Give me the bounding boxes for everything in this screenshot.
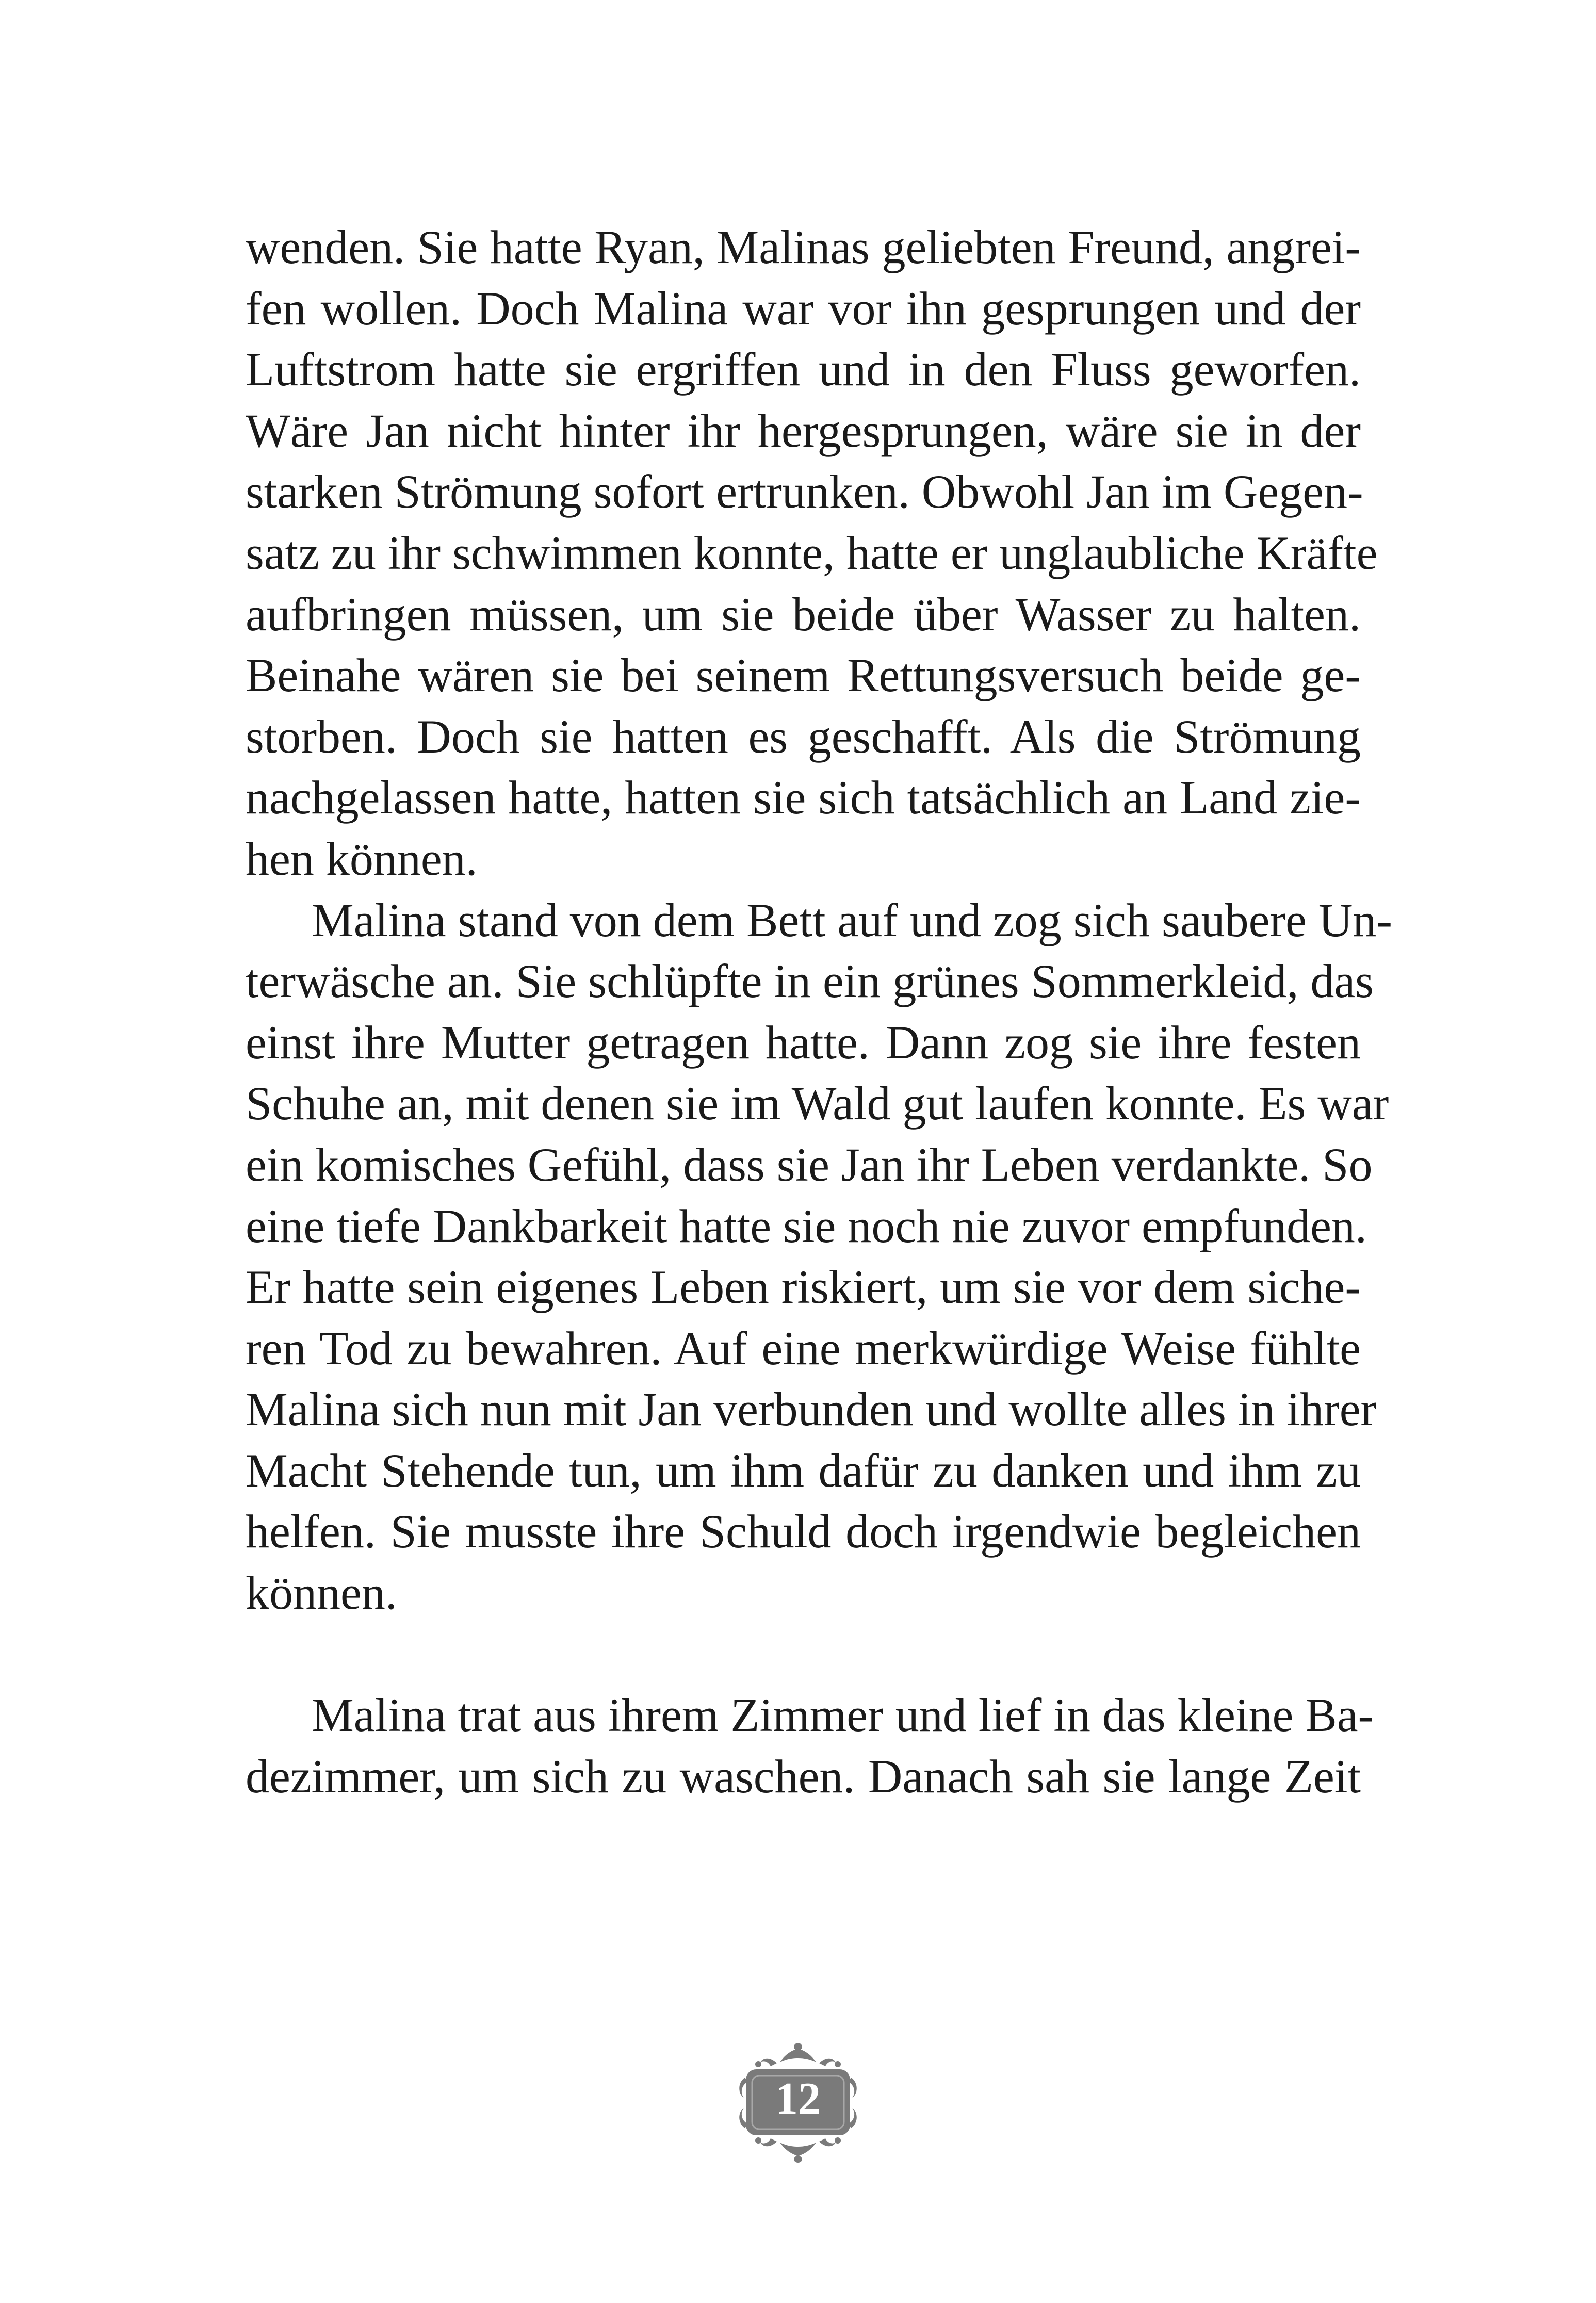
text-line: Schuhe an, mit denen sie im Wald gut laufen konnte. Es war bbox=[246, 1077, 1389, 1130]
text-line: ren Tod zu bewahren. Auf eine merkwürdige Weise fühlte bbox=[246, 1321, 1361, 1375]
text-line: aufbringen müssen, um sie beide über Wasser zu halten. bbox=[246, 587, 1361, 641]
text-line bbox=[246, 1624, 1361, 1685]
paragraph-2 bbox=[246, 890, 1393, 1685]
paragraph-1 bbox=[246, 217, 1378, 890]
text-line: Beinahe wären sie bei seinem Rettungsversuch beide ge- bbox=[246, 649, 1361, 702]
text-line: terwäsche an. Sie schlüpfte in ein grünes Sommerkleid, das bbox=[246, 955, 1374, 1008]
text-line: helfen. Sie musste ihre Schuld doch irgendwie begleichen bbox=[246, 1505, 1361, 1558]
text-line: ein komisches Gefühl, dass sie Jan ihr Leben verdankte. So bbox=[246, 1138, 1373, 1191]
text-line: hen können. bbox=[246, 832, 478, 885]
text-line: Malina sich nun mit Jan verbunden und wollte alles in ihrer bbox=[246, 1383, 1377, 1436]
page-number: 12 bbox=[775, 2074, 821, 2124]
text-line: eine tiefe Dankbarkeit hatte sie noch nie zuvor empfunden. bbox=[246, 1199, 1367, 1252]
text-line: starken Strömung sofort ertrunken. Obwohl Jan im Gegen- bbox=[246, 465, 1363, 518]
text-line: dezimmer, um sich zu waschen. Danach sah sie lange Zeit bbox=[246, 1750, 1361, 1803]
text-line: Malina stand von dem Bett auf und zog sich saubere Un- bbox=[312, 893, 1393, 946]
text-line: storben. Doch sie hatten es geschafft. Als die Strömung bbox=[246, 710, 1361, 763]
text-line: Wäre Jan nicht hinter ihr hergesprungen, wäre sie in der bbox=[246, 404, 1361, 457]
text-line: wenden. Sie hatte Ryan, Malinas geliebten Freund, angrei- bbox=[246, 221, 1361, 273]
text-line: Er hatte sein eigenes Leben riskiert, um sie vor dem siche- bbox=[246, 1261, 1361, 1314]
page-number-ornament bbox=[735, 2041, 861, 2163]
text-line: Malina trat aus ihrem Zimmer und lief in das kleine Ba- bbox=[312, 1689, 1374, 1742]
text-line: nachgelassen hatte, hatten sie sich tatsächlich an Land zie- bbox=[246, 771, 1361, 824]
body-text bbox=[246, 217, 1393, 1807]
text-line: Luftstrom hatte sie ergriffen und in den Fluss geworfen. bbox=[246, 343, 1361, 396]
text-line: können. bbox=[246, 1566, 397, 1620]
text-line: Macht Stehende tun, um ihm dafür zu danken und ihm zu bbox=[246, 1444, 1361, 1497]
text-line: satz zu ihr schwimmen konnte, hatte er unglaubliche Kräfte bbox=[246, 526, 1378, 579]
paragraph-3 bbox=[246, 1685, 1374, 1807]
text-line: einst ihre Mutter getragen hatte. Dann zog sie ihre festen bbox=[246, 1016, 1361, 1069]
text-line: fen wollen. Doch Malina war vor ihn gesprungen und der bbox=[246, 282, 1361, 335]
